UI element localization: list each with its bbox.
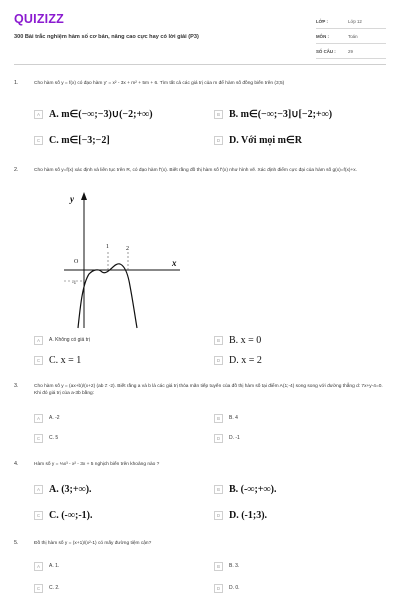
derivative-graph: [62, 190, 192, 330]
option-letter-box: A: [34, 336, 43, 345]
question-text: Cho hàm số y = (ax+b)/(x+2) (ab ≠ -2). Biết rằng a và b là các giá trị thỏa mãn tiếp tuyến của đồ thị hàm số tại điểm A(1;-4) song song với đường thẳng d: 7x+y-4=0. Khi đó giá trị của a-3b bằng:: [34, 384, 383, 396]
option-text: C. 5: [49, 435, 59, 441]
question-1: [14, 80, 386, 100]
meta-table: [316, 14, 386, 59]
x-axis-label: x: [172, 258, 177, 268]
question-2: [14, 167, 386, 187]
option-text: C. m∈[−3;−2]: [49, 134, 110, 146]
option-1b[interactable]: [214, 108, 332, 120]
meta-value: Toán: [348, 33, 358, 39]
option-letter-box: B: [214, 414, 223, 423]
question-text: Cho hàm số y=f(x) xác định và liên tục trên R, có đạo hàm f'(x). Biết rằng đồ thị hàm số f'(x) như hình vẽ. Xác định điểm cực đại của hàm số g(x)=f(x)+x.: [34, 168, 357, 173]
tick-label-2: 2: [126, 246, 129, 252]
option-text: A. -2: [49, 415, 60, 421]
option-text: A. (3;+∞).: [49, 483, 92, 495]
option-text: D. -1: [229, 435, 240, 441]
option-3b[interactable]: [214, 412, 238, 424]
question-5: [14, 540, 386, 550]
option-letter-box: A: [34, 110, 43, 119]
y-axis-arrow: [81, 192, 87, 200]
option-5a[interactable]: [34, 560, 59, 572]
meta-key: LỚP :: [316, 18, 328, 24]
option-1c[interactable]: [34, 134, 110, 146]
derivative-curve: [78, 264, 137, 328]
option-text: B. x = 0: [229, 334, 262, 346]
option-letter-box: A: [34, 485, 43, 494]
meta-value: 29: [348, 48, 353, 54]
tick-label-1: 1: [106, 244, 109, 250]
option-letter-box: D: [214, 584, 223, 593]
option-2a[interactable]: [34, 334, 90, 346]
meta-key: SỐ CÂU :: [316, 48, 336, 54]
option-5c[interactable]: [34, 582, 60, 594]
meta-row-subject: [316, 29, 386, 44]
option-text: B. m∈(−∞;−3]∪[−2;+∞): [229, 108, 333, 120]
quizizz-logo: QUIZIZZ: [14, 12, 65, 26]
meta-key: MÔN :: [316, 33, 329, 39]
question-number: 3.: [14, 383, 19, 389]
option-letter-box: D: [214, 136, 223, 145]
option-1a[interactable]: [34, 108, 153, 120]
option-letter-box: D: [214, 511, 223, 520]
option-letter-box: C: [34, 434, 43, 443]
option-text: B. (-∞;+∞).: [229, 483, 277, 495]
option-4a[interactable]: [34, 483, 92, 495]
document-title: 300 Bài trắc nghiệm hàm số cơ bản, nâng cao cực hay có lời giải (P3): [14, 34, 199, 40]
option-letter-box: C: [34, 356, 43, 365]
origin-label: O: [74, 259, 79, 265]
option-letter-box: B: [214, 110, 223, 119]
option-letter-box: D: [214, 356, 223, 365]
question-text: Đồ thị hàm số y = (x+1)/(x²-1) có mấy đường tiệm cận?: [34, 541, 152, 546]
option-3d[interactable]: [214, 432, 240, 444]
meta-row-class: [316, 14, 386, 29]
option-4b[interactable]: [214, 483, 276, 495]
y-axis-label: y: [70, 194, 74, 204]
question-number: 4.: [14, 461, 19, 467]
option-letter-box: D: [214, 434, 223, 443]
option-letter-box: B: [214, 336, 223, 345]
meta-row-count: [316, 44, 386, 59]
question-text: Hàm số y = ⅓x³ - x² - 3x + 5 nghịch biến trên khoảng nào ?: [34, 462, 160, 467]
option-3a[interactable]: [34, 412, 60, 424]
option-text: B. 4: [229, 415, 238, 421]
question-4: [14, 461, 386, 471]
option-text: A. m∈(−∞;−3)∪(−2;+∞): [49, 108, 153, 120]
option-1d[interactable]: [214, 134, 302, 146]
option-5d[interactable]: [214, 582, 240, 594]
tick-label-neg1: -1: [72, 281, 77, 286]
option-text: D. (-1;3).: [229, 509, 268, 521]
option-text: C. x = 1: [49, 354, 82, 366]
option-2b[interactable]: [214, 334, 261, 346]
option-text: C. 2.: [49, 585, 60, 591]
option-4d[interactable]: [214, 509, 267, 521]
option-text: D. 0.: [229, 585, 240, 591]
question-text: Cho hàm số y = f(x) có đạo hàm y' = x² - 3x + m² + 5m + 6. Tìm tất cả các giá trị của m để hàm số đồng biến trên (3;5): [34, 81, 285, 86]
question-3: [14, 383, 386, 403]
option-letter-box: C: [34, 584, 43, 593]
option-2d[interactable]: [214, 354, 262, 366]
option-letter-box: B: [214, 562, 223, 571]
option-2c[interactable]: [34, 354, 81, 366]
question-number: 5.: [14, 540, 19, 546]
option-text: C. (-∞;-1).: [49, 509, 93, 521]
option-4c[interactable]: [34, 509, 93, 521]
question-number: 2.: [14, 167, 19, 173]
option-text: D. x = 2: [229, 354, 262, 366]
question-number: 1.: [14, 80, 19, 86]
option-text: B. 3.: [229, 563, 240, 569]
option-letter-box: C: [34, 136, 43, 145]
document-header: [14, 10, 386, 60]
option-letter-box: A: [34, 414, 43, 423]
header-divider: [14, 64, 386, 65]
option-3c[interactable]: [34, 432, 58, 444]
option-text: A. Không có giá trị: [49, 337, 90, 343]
option-letter-box: C: [34, 511, 43, 520]
meta-value: Lớp 12: [348, 18, 362, 24]
option-letter-box: A: [34, 562, 43, 571]
option-5b[interactable]: [214, 560, 239, 572]
option-letter-box: B: [214, 485, 223, 494]
option-text: D. Với mọi m∈R: [229, 134, 302, 146]
option-text: A. 1.: [49, 563, 60, 569]
